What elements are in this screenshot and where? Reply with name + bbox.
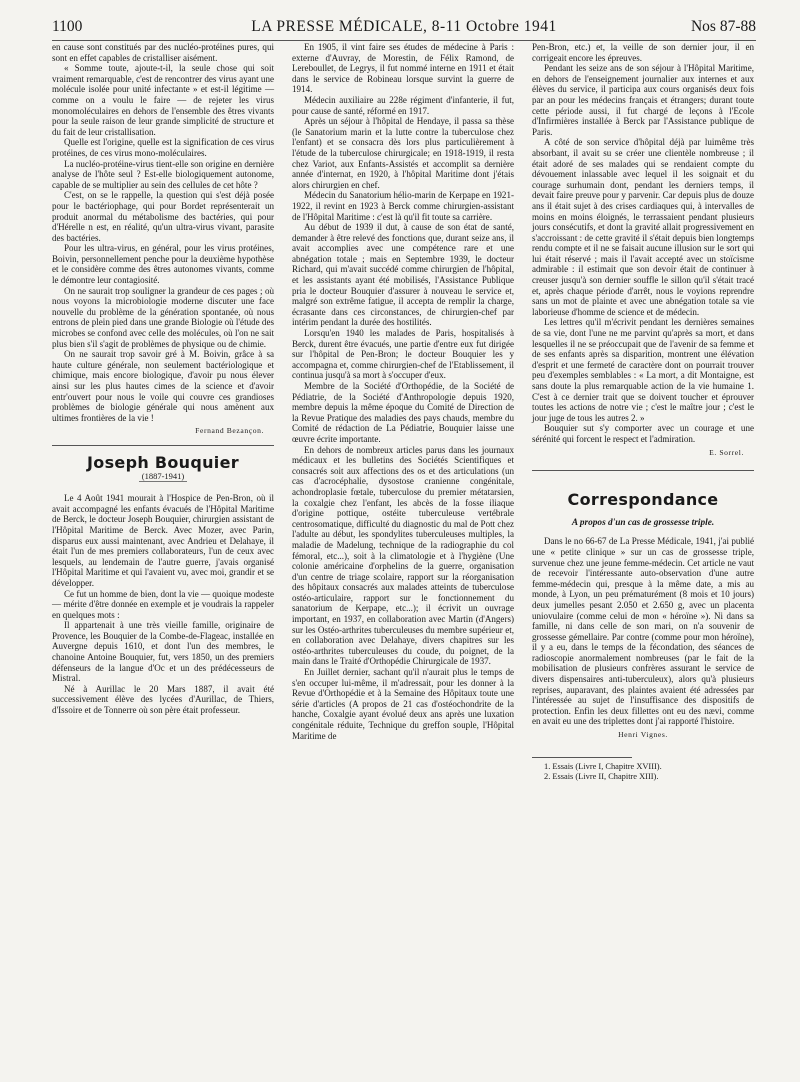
paragraph: Quelle est l'origine, quelle est la signification de ces virus protéines, de ces virus mono-moléculaires.	[52, 137, 274, 158]
author-signature: Fernand Bezançon.	[195, 426, 264, 436]
paragraph: On ne saurait trop souligner la grandeur de ces pages ; où nous voyons la microbiologie moderne discuter une face nouvelle du problème de la génération spontanée, où nous entrons de plein pied dans une grande Biologie où l'étude des microbes se confond avec celle des molécules, où l'on ne sait plus bien s'il s'agit de problèmes de physique ou de chimie.	[52, 285, 274, 349]
column-3	[532, 42, 754, 782]
paragraph: Au début de 1939 il dut, à cause de son état de santé, demander à être relevé des fonctions que, durant seize ans, il avait accomplies avec une compétence rare et une abnégation totale ; mais en Septembre 1939, le docteur Richard, qui m'avait succédé comme chirurgien de l'hôpital, et les assistants ayant été mobilisés, l'Assistance Publique pria le docteur Bouquier d'assurer à nouveau le service et, malgré son extrême fatigue, il accepta de remplir la charge, écrasante dans ces circonstances, de chirurgien-chef par intérim pendant la durée des hostilités.	[292, 222, 514, 328]
paragraph: On ne saurait trop savoir gré à M. Boivin, grâce à sa haute culture générale, non seulement bactériologique et chimique, mais encore biologique, d'avoir pu nous élever ainsi sur les plus hautes cimes de la science et d'avoir entr'ouvert pour nous le voile qui couvre ces grandioses problèmes de biologie générale qui nous amènent aux ultimes frontières de la vie !	[52, 349, 274, 423]
section-divider	[532, 470, 754, 471]
paragraph: C'est, on se le rappelle, la question qui s'est déjà posée pour le bactériophage, qui pour Bordet représenterait un produit anormal du métabolisme des bactéries, qui pour d'Hérelle n est, en réalité, qu'un ultra-virus vivant, parasite des bactéries.	[52, 190, 274, 243]
journal-title: LA PRESSE MÉDICALE, 8-11 Octobre 1941	[251, 18, 557, 35]
paragraph: Dans le no 66-67 de La Presse Médicale, 1941, j'ai publié une « petite clinique » sur un cas de grossesse triple, survenue chez une jeune femme-médecin. Cet article ne vaut de recevoir l'intéressante auto-observation d'une autre femme-médecin qui, presque à la même date, a mis au monde, à Lyon, un peu prématurément (8 mois et 10 jours) deux jumelles pesant 2.050 et 2.650 g, avec un placenta uniovulaire (comme celui de mon « héroïne »). Ni dans sa famille, ni dans celle de son mari, on n'a souvenir de grossesse gémellaire. Par contre (comme pour mon héroïne), il y a eu, dans le temps de la fécondation, des séances de radioscopie anormalement nombreuses (par le fait de la mobilisation de plusieurs confrères assurant le service de divers dispensaires anti-tuberculeux), alors qu'à plusieurs reprises, auparavant, des plaintes avaient été adressées par l'intéressée au sujet de l'insuffisance des dispositifs de protection. Enfin les deux fillettes ont eu des nævi, comme en avait eu une des triplettes dont j'ai rapporté l'histoire.	[532, 536, 754, 727]
paragraph: Lorsqu'en 1940 les malades de Paris, hospitalisés à Berck, durent être évacués, une partie d'entre eux fut dirigée sur l'hôpital de Pen-Bron; le docteur Bouquier les y accompagna et, comme chirurgien-chef de l'Etablissement, il continua jusqu'à sa mort à s'occuper d'eux.	[292, 328, 514, 381]
obituary-dates-wrap	[52, 471, 274, 482]
column-2	[292, 42, 514, 741]
paragraph: La nucléo-protéine-virus tient-elle son origine en dernière analyse de l'hôte seul ? Est-elle biologiquement autonome, capable de se multiplier au sein des cellules de cet hôte ?	[52, 158, 274, 190]
footnote: 2. Essais (Livre II, Chapitre XIII).	[544, 771, 659, 781]
paragraph: Pen-Bron, etc.) et, la veille de son dernier jour, il en corrigeait encore les épreuves.	[532, 42, 754, 63]
column-1	[52, 42, 274, 716]
paragraph: Le 4 Août 1941 mourait à l'Hospice de Pen-Bron, où il avait accompagné les enfants évacués de l'Hôpital Maritime de Berck, le docteur Joseph Bouquier, chirurgien assistant de l'Hôpital Maritime de Berck. Avec Mozer, avec Parin, disparus eux aussi maintenant, avec Andrieu et Delahaye, il était l'un de mes premiers collaborateurs, l'un de ceux avec lesquels, au lendemain de l'autre guerre, j'avais organisé l'Hôpital Maritime et qui l'avaient vu, avec moi, grandir et se développer.	[52, 493, 274, 588]
author-signature: E. Sorrel.	[709, 447, 744, 457]
obituary-dates: (1887-1941)	[139, 471, 188, 482]
paragraph: A côté de son service d'hôpital déjà par luimême très absorbant, il avait su se créer une clientèle nombreuse ; il était adoré de ses malades qui se rendaient compte du dévouement inlassable avec lequel il les soignait et du courage surhumain dont, pendant les derniers temps, il devait faire preuve pour y parvenir. Car depuis plus de douze ans il était sujet à des crises cardiaques qui, à intervalles de moins en moins éloignés, le terrassaient pendant plusieurs jours consécutifs, et dont la gravité allait progressivement en s'accroissant : de cette gravité il s'était depuis bien longtemps rendu compte et il ne se faisait aucune illusion sur le sort qui lui était réservé ; mais il l'avait accepté avec un stoïcisme admirable : il estimait que son devoir était de continuer à creuser jusqu'à son dernier souffle le sillon qu'il s'était tracé et, après chaque période d'arrêt, nous le voyions reprendre sans un mot de plainte et avec une abnégation totale sa vie laborieuse d'homme de science et de médecin.	[532, 137, 754, 317]
paragraph: Il appartenait à une très vieille famille, originaire de Provence, les Bouquier de la Combe-de-Flageac, installée en Auvergne depuis 1610, et dont l'un des membres, le chanoine Antoine Bouquier, fut, vers 1850, un des premiers défenseurs de la langue d'Oc et un des prédécesseurs de Mistral.	[52, 620, 274, 684]
paragraph: Après un séjour à l'hôpital de Hendaye, il passa sa thèse (le Sanatorium marin et la lutte contre la tuberculose chez l'enfant) et se consacra dès lors plus particulièrement à l'étude de la tuberculose chirurgicale; en 1918-1919, il resta chez Variot, aux Enfants-Assistés et accomplit sa dernière année d'internat, en 1920, à l'hôpital Maritime dont j'étais alors chirurgien en chef.	[292, 116, 514, 190]
paragraph: Membre de la Société d'Orthopédie, de la Société de Pédiatrie, de la Société d'Anthropologie depuis 1920, membre depuis la même époque du Comité de Direction de la Revue Pratique des maladies des pays chauds, membre du Comité de rédaction de La Pédiatrie, Bouquier laisse une œuvre écrite importante.	[292, 381, 514, 444]
paragraph: En 1905, il vint faire ses études de médecine à Paris : externe d'Auvray, de Morestin, de Félix Ramond, de Lereboullet, de Legrys, il fut nommé interne en 1911 et était dans le service de Robineau lorsque survint la guerre de 1914.	[292, 42, 514, 95]
paragraph: Pendant les seize ans de son séjour à l'Hôpital Maritime, en dehors de l'enseignement journalier aux internes et aux élèves du service, il participa aux cours organisés deux fois par an pour les médecins français et étrangers; durant toute cette période aussi, il fut chargé de leçons à l'Ecole d'Infirmières installée à Berck par l'Assistance publique de Paris.	[532, 63, 754, 137]
paragraph: Médecin auxiliaire au 228e régiment d'infanterie, il fut, pour cause de santé, réformé en 1917.	[292, 94, 514, 116]
paragraph: Né à Aurillac le 20 Mars 1887, il avait été successivement élève des lycées d'Aurillac, de Thiers, d'Issoire et de Tonnerre où son père était professeur.	[52, 683, 274, 716]
paragraph: Pour les ultra-virus, en général, pour les virus protéines, Boivin, personnellement penche pour la deuxième hypothèse et le considère comme des êtres autonomes vivants, comme le démontre leur contagiosité.	[52, 243, 274, 286]
page-number: 1100	[52, 18, 83, 35]
paragraph: En Juillet dernier, sachant qu'il n'aurait plus le temps de s'en occuper lui-même, il m'adressait, pour les donner à la Revue d'Orthopédie et à la Semaine des Hôpitaux toute une série d'articles (A propos de 21 cas d'ostéochondrite de la hanche, Coxalgie ayant évolué deux ans après une luxation congénitale réduite, Technique du greffon souple, l'Hôpital Maritime de	[292, 667, 514, 741]
paragraph: en cause sont constitués par des nucléo-protéines pures, qui sont en effet capables de cristalliser aisément.	[52, 42, 274, 63]
obituary-title: Joseph Bouquier	[87, 452, 239, 472]
section-subtitle: A propos d'un cas de grossesse triple.	[571, 517, 715, 528]
footnote-divider	[532, 757, 632, 758]
paragraph: En dehors de nombreux articles parus dans les journaux médicaux et les bulletins des Sociétés Scientifiques et consacrés soit aux affections des os et des articulations (un cas d'acrocéphalie, dysostose cranienne congénitale, achondroplasie fœtale, tuberculose du premier métatarsien, la coxalgie chez l'enfant, les abcès de la fosse iliaque d'origine pottique, ostéite tuberculeuse vertébrale centrosomatique, difficulté du diagnostic du mal de Pott chez l'adulte au début, les spondylites tuberculeuses multiples, la maladie de Madelung, technique de la radiographie du col fémoral, etc...), soit à la climatologie et à l'hygiène (Une colonie américaine d'orphelins de la guerre, organisation d'un centre de triage scolaire, rapport sur la réorganisation des hôpitaux consacrés aux malades atteints de tuberculose ostéo-articulaire, rapport sur le fonctionnement du sanatorium de Kerpape, etc...); il écrivit un ouvrage important, en 1937, en collaboration avec Martin (d'Angers) sur les Ostéo-arthrites tuberculeuses du membre supérieur et, en collaboration avec Delahaye, divers chapitres sur les ostéo-arthrites tuberculeuses du coude, du poignet, de la main dans le Traité d'Orthopédie Chirurgicale de 1937.	[292, 444, 514, 667]
paragraph: Les lettres qu'il m'écrivit pendant les dernières semaines de sa vie, dont l'une ne me parvint qu'après sa mort, et dans lesquelles il ne se préoccupait que de l'avenir de sa femme et de ses enfants après sa disparition, montrent une élévation d'esprit et une fermeté de caractère dont on pourrait trouver peu d'exemples semblables : « La mort, a dit Montaigne, est sans doute la plus remarquable action de la vie humaine 1. C'est à ce dernier trait que se doivent toucher et éprouver toutes les actions de notre vie ; c'est le maître jour ; c'est le jour juge de tous les autres 2. »	[532, 317, 754, 423]
author-signature: Henri Vignes.	[618, 730, 668, 740]
section-divider	[52, 445, 274, 446]
page-header	[52, 18, 756, 41]
footnote: 1. Essais (Livre I, Chapitre XVIII).	[544, 761, 662, 771]
section-title: Correspondance	[567, 490, 719, 510]
paragraph: « Somme toute, ajoute-t-il, la seule chose qui soit vraiment remarquable, c'est de rencontrer des virus ayant une molécule isolée pour unité infectante » et est-il légitime — comme on a voulu le faire — de rejeter les virus monomoléculaires en dehors de l'ensemble des êtres vivants pour la seule raison de leur grande simplicité de structure et du fait de leur cristallisation.	[52, 63, 274, 137]
paragraph: Médecin du Sanatorium hélio-marin de Kerpape en 1921-1922, il revint en 1923 à Berck comme chirurgien-assistant de l'Hôpital Maritime : c'est là qu'il fit toute sa carrière.	[292, 190, 514, 222]
paragraph: Ce fut un homme de bien, dont la vie — quoique modeste — mérite d'être donnée en exemple et je voudrais la rappeler en quelques mots :	[52, 588, 274, 620]
issue-number: Nos 87-88	[690, 18, 756, 35]
paragraph: Bouquier sut s'y comporter avec un courage et une sérénité qui forcent le respect et l'admiration.	[532, 423, 754, 444]
